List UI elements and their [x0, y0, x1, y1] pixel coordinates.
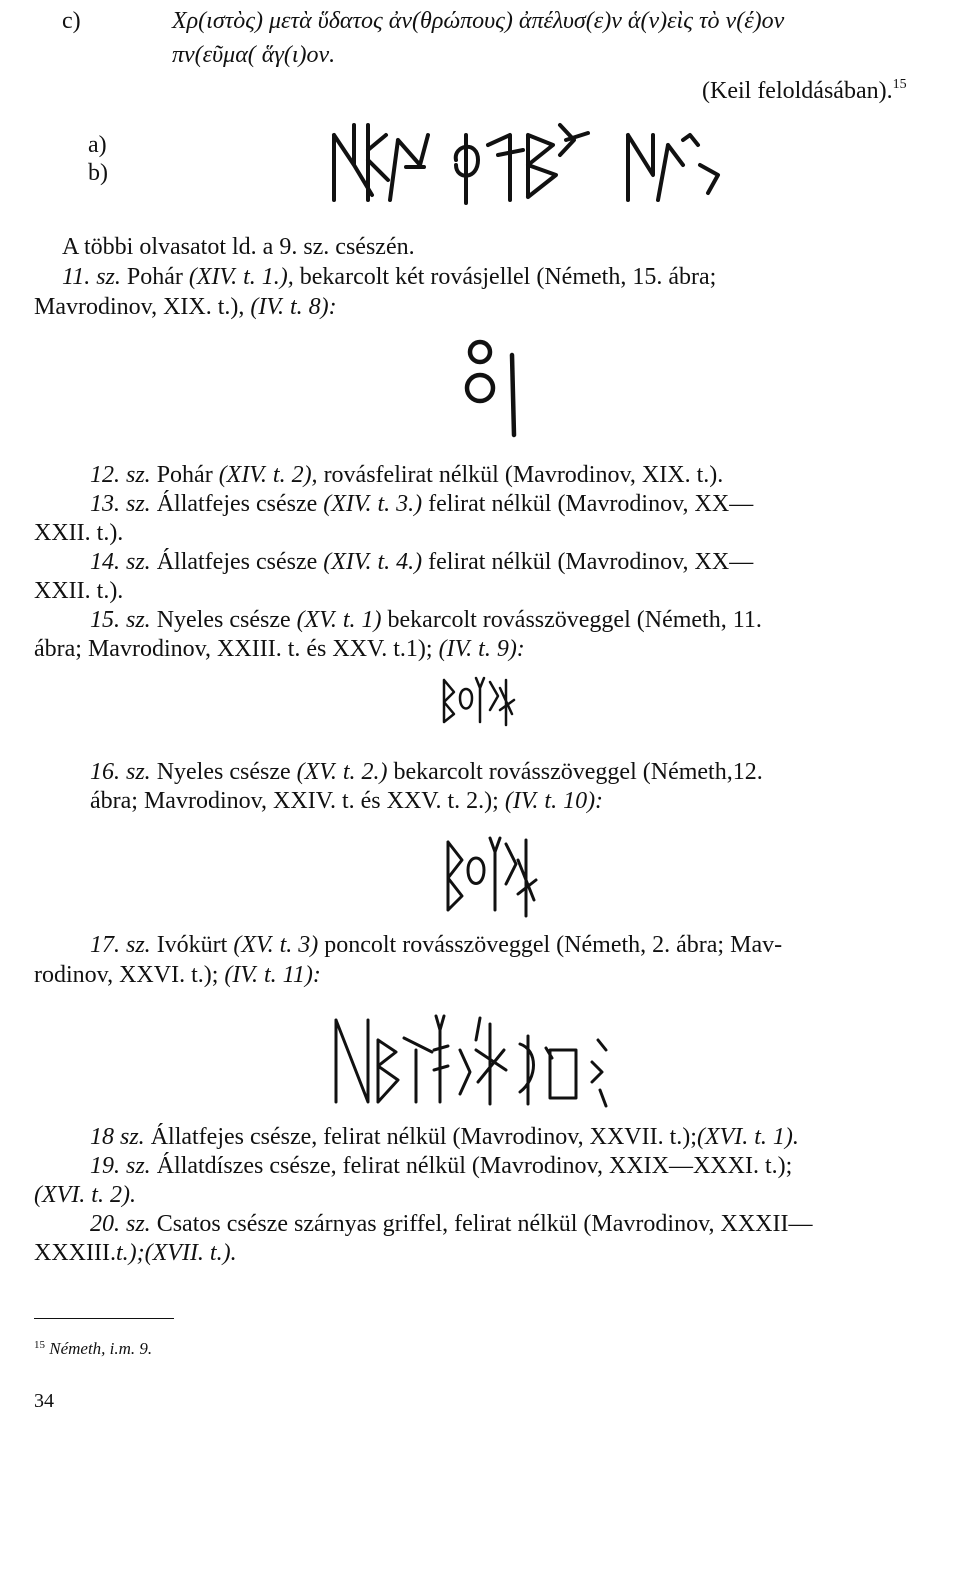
- footnote-rule: [34, 1318, 174, 1319]
- label-a: a): [88, 132, 107, 158]
- entry-20: 20. sz. Csatos csésze szárnyas griffel, felirat nélkül (Mavrodinov, XXXII—: [90, 1211, 813, 1237]
- entry-14-cont: XXII. t.).: [34, 578, 124, 604]
- runic-inscription-figure-17: [320, 1010, 660, 1110]
- page-number: 34: [34, 1390, 54, 1412]
- entry-16: 16. sz. Nyeles csésze (XV. t. 2.) bekarcolt rovásszöveggel (Németh,12.: [90, 759, 763, 785]
- entry-18: 18 sz. Állatfejes csésze, felirat nélkül (Mavrodinov, XXVII. t.);(XVI. t. 1).: [90, 1124, 799, 1150]
- entry-14: 14. sz. Állatfejes csésze (XIV. t. 4.) felirat nélkül (Mavrodinov, XX—: [90, 549, 754, 575]
- item-marker-c: c): [62, 8, 81, 34]
- runic-inscription-figure-15: [438, 670, 518, 730]
- entry-19-cont: (XVI. t. 2).: [34, 1182, 136, 1208]
- greek-inscription-line-2: πν(εῦμα( ἅγ(ι)ον.: [172, 42, 336, 68]
- greek-inscription-line-1: Χρ(ιστὸς) μετὰ ὕδατος ἀν(θρώπους) ἀπέλυσ(ε)ν ἁ(ν)εὶς τὸ ν(έ)ον: [172, 8, 785, 34]
- entry-13: 13. sz. Állatfejes csésze (XIV. t. 3.) felirat nélkül (Mavrodinov, XX—: [90, 491, 754, 517]
- runic-inscription-ab-figure: [328, 105, 768, 205]
- runic-sign-figure-11: [456, 330, 536, 440]
- entry-17-cont: rodinov, XXVI. t.); (IV. t. 11):: [34, 962, 321, 988]
- footnote: $^{15}$ Németh, i.m. 9.: [34, 1339, 153, 1358]
- keil-note: (Keil feloldásában).$^{15}$: [702, 77, 907, 104]
- entry-11-cont: Mavrodinov, XIX. t.), (IV. t. 8):: [34, 294, 337, 320]
- entry-20-cont: XXXIII.t.);(XVII. t.).: [34, 1240, 237, 1266]
- entry-15: 15. sz. Nyeles csésze (XV. t. 1) bekarcolt rovásszöveggel (Németh, 11.: [90, 607, 762, 633]
- footnote-ref: 15: [892, 77, 907, 92]
- label-b: b): [88, 160, 108, 186]
- entry-16-cont: ábra; Mavrodinov, XXIV. t. és XXV. t. 2.); (IV. t. 10):: [90, 788, 604, 814]
- runic-inscription-figure-16: [440, 830, 540, 920]
- entry-11: 11. sz. Pohár (XIV. t. 1.), bekarcolt két rovásjellel (Németh, 15. ábra;: [62, 264, 717, 290]
- entry-17: 17. sz. Ivókürt (XV. t. 3) poncolt rovásszöveggel (Németh, 2. ábra; Mav-: [90, 932, 783, 958]
- entry-19: 19. sz. Állatdíszes csésze, felirat nélkül (Mavrodinov, XXIX—XXXI. t.);: [90, 1153, 793, 1179]
- line-other-readings: A többi olvasatot ld. a 9. sz. csészén.: [62, 234, 415, 260]
- entry-13-cont: XXII. t.).: [34, 520, 124, 546]
- entry-12: 12. sz. Pohár (XIV. t. 2), rovásfelirat nélkül (Mavrodinov, XIX. t.).: [90, 462, 724, 488]
- entry-15-cont: ábra; Mavrodinov, XXIII. t. és XXV. t.1); (IV. t. 9):: [34, 636, 525, 662]
